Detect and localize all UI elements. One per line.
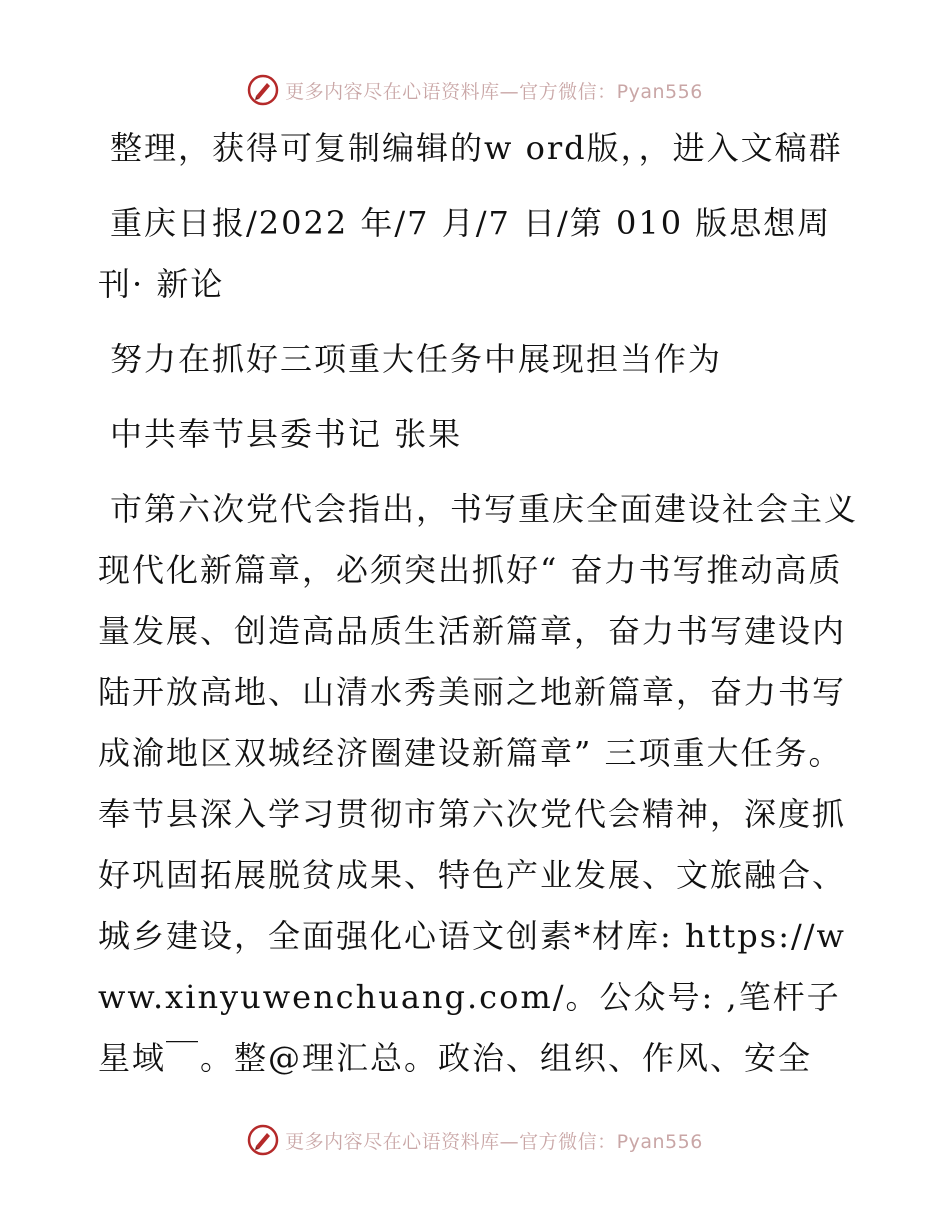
document-body [98,118,858,1103]
paragraph-intro: 整理，获得可复制编辑的w ord版，，进入文稿群 [110,129,843,167]
paragraph-author: 中共奉节县委书记 张果 [110,415,463,453]
paragraph-body: 市第六次党代会指出，书写重庆全面建设社会主义现代化新篇章，必须突出抓好“ 奋力书写推动高质量发展、创造高品质生活新篇章，奋力书写建设内陆开放高地、山清水秀美丽之地新篇章，奋力书写成渝地区双城经济圈建设新篇章” 三项重大任务。奉节县深入学习贯彻市第六次党代会精神，深度抓好巩固拓展脱贫成果、特色产业发展、文旅融合、城乡建设，全面强化心语文创素*材库: https://www.xinyuwenchuang.com/。公众号: ,笔杆子星域￣。整@理汇总。政治、组织、作风、安全 [98,490,859,1077]
pen-seal-icon [247,74,279,106]
footer-banner-text: 更多内容尽在心语资料库—官方微信：Pyan556 [285,1130,703,1153]
footer-banner [0,1120,950,1160]
paragraph-title: 努力在抓好三项重大任务中展现担当作为 [110,340,723,378]
paragraph-source: 重庆日报/2022 年/7 月/7 日/第 010 版思想周刊· 新论 [98,204,832,303]
header-banner-text: 更多内容尽在心语资料库—官方微信：Pyan556 [285,80,703,103]
header-banner [0,70,950,110]
pen-seal-icon [247,1124,279,1156]
